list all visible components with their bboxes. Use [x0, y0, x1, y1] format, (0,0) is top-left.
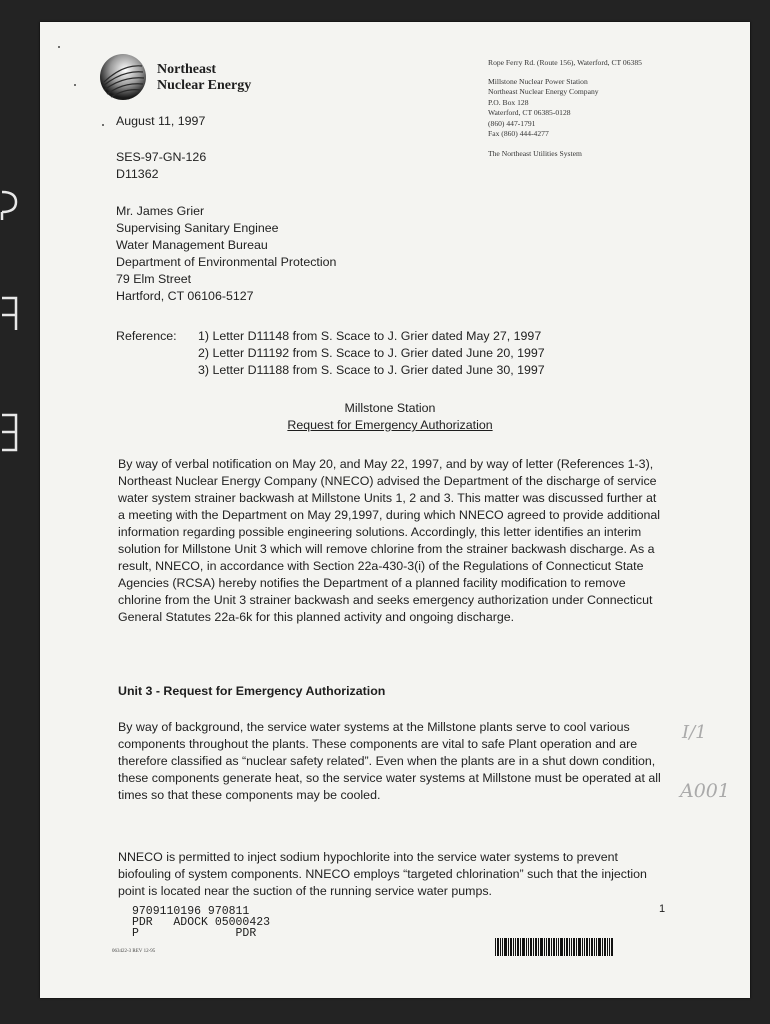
form-number: 063422-3 REV 12-95 [112, 949, 156, 954]
company-name-line-1: Northeast [157, 62, 217, 77]
northeast-nuclear-logo-icon [98, 52, 148, 102]
recipient-line: Hartford, CT 06106-5127 [116, 289, 254, 303]
subject-line-1: Millstone Station [344, 401, 436, 415]
subject-heading [270, 400, 510, 434]
reference-label: Reference: [116, 329, 177, 343]
recipient-line: Mr. James Grier [116, 204, 205, 218]
letterhead-address [488, 58, 738, 159]
reference-item: 1) Letter D11148 from S. Scace to J. Grier dated May 27, 1997 [198, 329, 542, 343]
address-line: Waterford, CT 06385-0128 [488, 108, 571, 117]
address-line: Millstone Nuclear Power Station [488, 76, 588, 86]
handwritten-mark: I/1 [682, 722, 707, 743]
reference-item: 2) Letter D11192 from S. Scace to J. Grier dated June 20, 1997 [198, 346, 545, 360]
reference-code: SES-97-GN-126 [116, 150, 207, 164]
recipient-line: 79 Elm Street [116, 272, 192, 286]
address-line: P.O. Box 128 [488, 97, 529, 107]
section-heading: Unit 3 - Request for Emergency Authorization [118, 684, 386, 698]
handwritten-mark: A001 [680, 780, 730, 802]
reference-list [116, 328, 545, 379]
scan-edge-marks [0, 180, 30, 480]
company-name [157, 62, 251, 94]
barcode-icon [495, 938, 613, 960]
docket-stamp: 9709110196 970811 PDR ADOCK 05000423 P PDR [132, 905, 271, 940]
recipient-line: Supervising Sanitary Enginee [116, 221, 279, 235]
recipient-address [116, 203, 336, 305]
body-paragraph-1: By way of verbal notification on May 20, and May 22, 1997, and by way of letter (References 1-3), Northeast Nuclear Energy Company (NNECO) advised the Department of the discharge of service water system strainer backwash at Millstone Units 1, 2 and 3. This matter was discussed further at a meeting with the Department on May 29,1997, during which NNECO agreed to provide additional information regarding possible engineering solutions. Accordingly, this letter identifies an interim solution for Millstone Unit 3 which will remove chlorine from the strainer backwash discharge. As a result, NNECO, in accordance with Section 22a-430-3(i) of the Regulations of Connecticut State Agencies (RCSA) hereby notifies the Department of a planned facility modification to remove chlorine from the Unit 3 strainer backwash and seeks emergency authorization under Connecticut General Statutes 22a-6k for this planned activity and ongoing discharge. [118, 457, 661, 624]
address-line: Fax (860) 444-4277 [488, 129, 549, 138]
scan-speck [58, 46, 60, 48]
letter-page [40, 22, 750, 998]
body-paragraph-2: By way of background, the service water systems at the Millstone plants serve to cool various components throughout the plants. These components are vital to safe Plant operation and are therefore classified as “nuclear safety related”. Even when the plants are in a shut down condition, these components generate heat, so the service water systems at Millstone must be operated at all times so that these components may be cooled. [118, 720, 661, 802]
company-name-line-2: Nuclear Energy [157, 78, 252, 93]
reference-item: 3) Letter D11188 from S. Scace to J. Grier dated June 30, 1997 [198, 363, 545, 377]
letter-date: August 11, 1997 [116, 114, 206, 128]
reference-codes [116, 149, 206, 183]
scan-speck [102, 124, 104, 126]
body-paragraph-3: NNECO is permitted to inject sodium hypochlorite into the service water systems to prevent biofouling of system components. NNECO employs “targeted chlorination” such that the injection point is located near the suction of the running service water pumps. [118, 850, 647, 898]
address-line: Rope Ferry Rd. (Route 156), Waterford, CT 06385 [488, 58, 642, 67]
address-line: Northeast Nuclear Energy Company [488, 87, 599, 96]
page-number: 1 [659, 903, 666, 915]
scan-speck [74, 84, 76, 86]
reference-code: D11362 [116, 167, 159, 181]
address-line: (860) 447-1791 [488, 118, 536, 128]
recipient-line: Department of Environmental Protection [116, 255, 337, 269]
recipient-line: Water Management Bureau [116, 238, 268, 252]
address-line: The Northeast Utilities System [488, 148, 582, 158]
subject-line-2: Request for Emergency Authorization [287, 418, 493, 432]
